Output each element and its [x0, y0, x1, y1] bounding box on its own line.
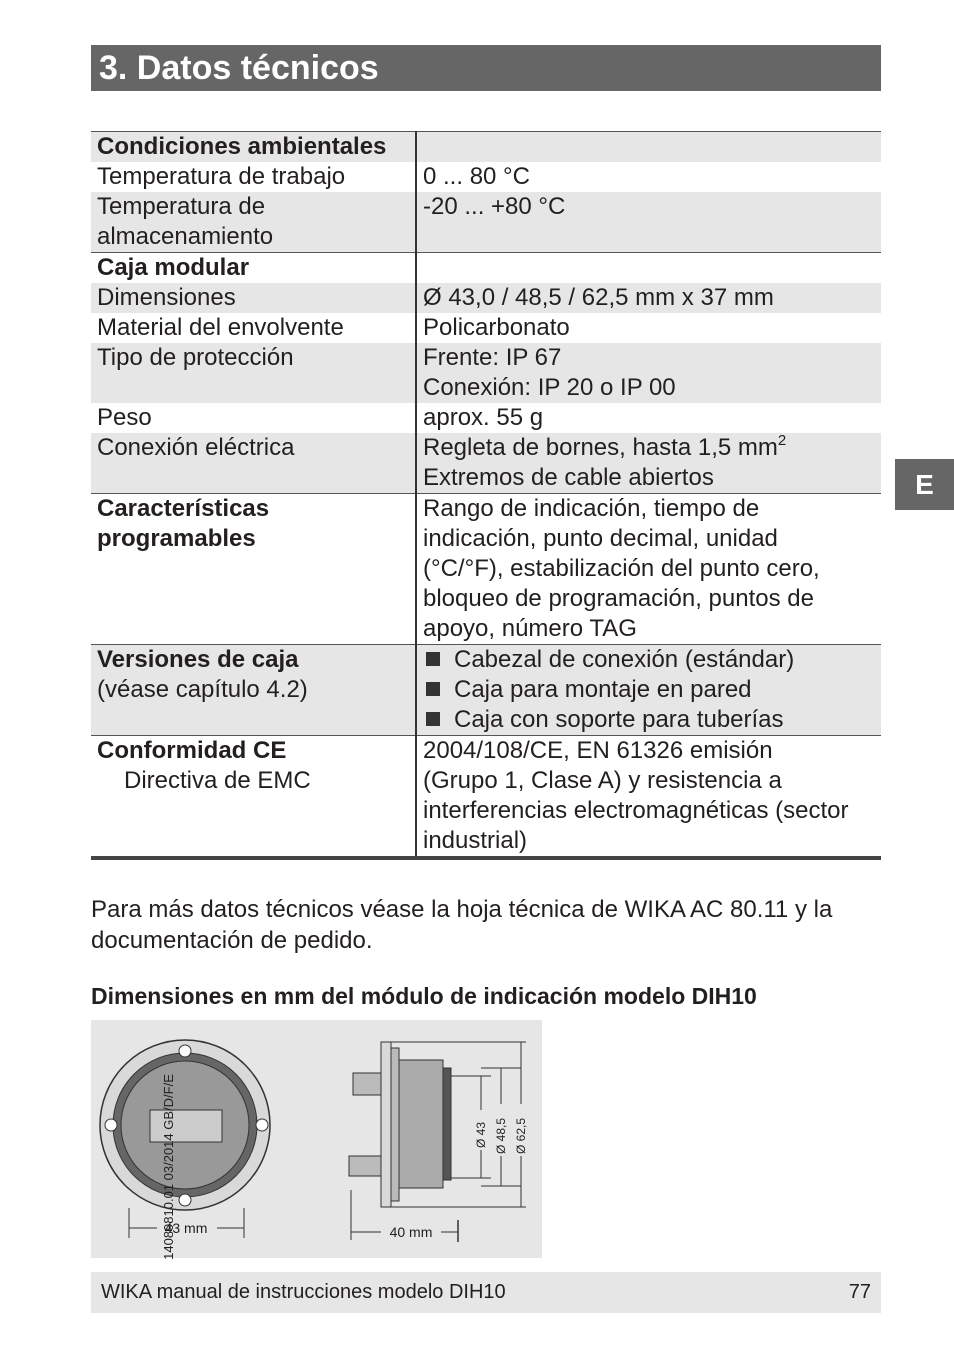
table-row	[91, 343, 881, 403]
group-header: Versiones de caja	[97, 646, 299, 673]
group-header: Características	[97, 495, 270, 522]
language-tab: E	[895, 459, 954, 510]
list-item: Caja con soporte para tuberías	[423, 705, 875, 735]
row-label: Peso	[91, 403, 416, 433]
row-label: Temperatura de	[97, 193, 266, 220]
table-row	[91, 253, 881, 284]
table-row	[91, 192, 881, 253]
table-row	[91, 494, 881, 645]
table-row	[91, 162, 881, 192]
group-header: Condiciones ambientales	[97, 133, 387, 160]
figure-heading: Dimensiones en mm del módulo de indicación modelo DIH10	[91, 983, 757, 1009]
row-value: industrial)	[423, 827, 528, 854]
row-value: (°C/°F), estabilización del punto cero,	[423, 555, 820, 582]
bullet-square-icon	[426, 652, 440, 666]
row-value: 0 ... 80 °C	[423, 163, 530, 190]
row-value: Ø 43,0 / 48,5 / 62,5 mm x 37 mm	[423, 284, 774, 311]
diameter-label: Ø 43	[474, 1121, 488, 1148]
front-view	[100, 1040, 270, 1238]
list-item: Cabezal de conexión (estándar)	[423, 645, 875, 675]
row-value: bloqueo de programación, puntos de	[423, 585, 814, 612]
row-value: apoyo, número TAG	[423, 615, 637, 642]
superscript: 2	[777, 432, 787, 449]
table-row	[91, 736, 881, 859]
dimension-drawing	[91, 1020, 542, 1258]
group-header: Conformidad CE	[97, 737, 287, 764]
bullet-square-icon	[426, 712, 440, 726]
side-view	[349, 1042, 528, 1242]
table-row	[91, 645, 881, 736]
footer-text: WIKA manual de instrucciones modelo DIH10	[101, 1281, 506, 1303]
row-label: (véase capítulo 4.2)	[97, 676, 308, 703]
table-row	[91, 403, 881, 433]
row-label: Directiva de EMC	[124, 767, 311, 794]
table-row	[91, 313, 881, 343]
table-row	[91, 283, 881, 313]
row-value: Extremos de cable abiertos	[423, 464, 714, 491]
diameter-label: Ø 62,5	[514, 1117, 528, 1154]
row-value: interferencias electromagnéticas (sector	[423, 797, 849, 824]
row-value: Frente: IP 67	[423, 344, 562, 371]
group-header: Caja modular	[97, 254, 250, 281]
technical-data-table	[91, 131, 881, 860]
bullet-square-icon	[426, 682, 440, 696]
group-header: programables	[97, 525, 256, 552]
page-footer	[91, 1272, 881, 1313]
table-row	[91, 433, 881, 494]
row-label: Temperatura de trabajo	[91, 162, 416, 192]
note-paragraph: Para más datos técnicos véase la hoja técnica de WIKA AC 80.11 y la documentación de pedido.	[91, 896, 833, 954]
row-value: -20 ... +80 °C	[423, 193, 566, 220]
diameter-label: Ø 48,5	[494, 1117, 508, 1154]
dimension-label: 40 mm	[389, 1224, 433, 1240]
dimension-drawing-svg	[91, 1020, 542, 1258]
document-code: 14089810.01 03/2014 GB/D/F/E	[161, 1074, 176, 1260]
row-label: Conexión eléctrica	[91, 433, 416, 494]
row-value: 2004/108/CE, EN 61326 emisión	[423, 737, 773, 764]
dimension-label: 43 mm	[164, 1220, 208, 1236]
row-label: Tipo de protección	[91, 343, 416, 403]
row-value: Conexión: IP 20 o IP 00	[423, 374, 676, 401]
row-label: almacenamiento	[97, 223, 274, 250]
list-item: Caja para montaje en pared	[423, 675, 875, 705]
table-row	[91, 132, 881, 163]
row-value: aprox. 55 g	[423, 404, 544, 431]
row-value: Regleta de bornes, hasta 1,5 mm	[423, 434, 778, 461]
row-value: Rango de indicación, tiempo de	[423, 495, 760, 522]
page-number: 77	[848, 1281, 871, 1303]
row-value: indicación, punto decimal, unidad	[423, 525, 778, 552]
row-value: (Grupo 1, Clase A) y resistencia a	[423, 767, 782, 794]
row-label: Material del envolvente	[91, 313, 416, 343]
row-label: Dimensiones	[91, 283, 416, 313]
section-title: 3. Datos técnicos	[91, 45, 881, 91]
row-value: Policarbonato	[423, 314, 570, 341]
